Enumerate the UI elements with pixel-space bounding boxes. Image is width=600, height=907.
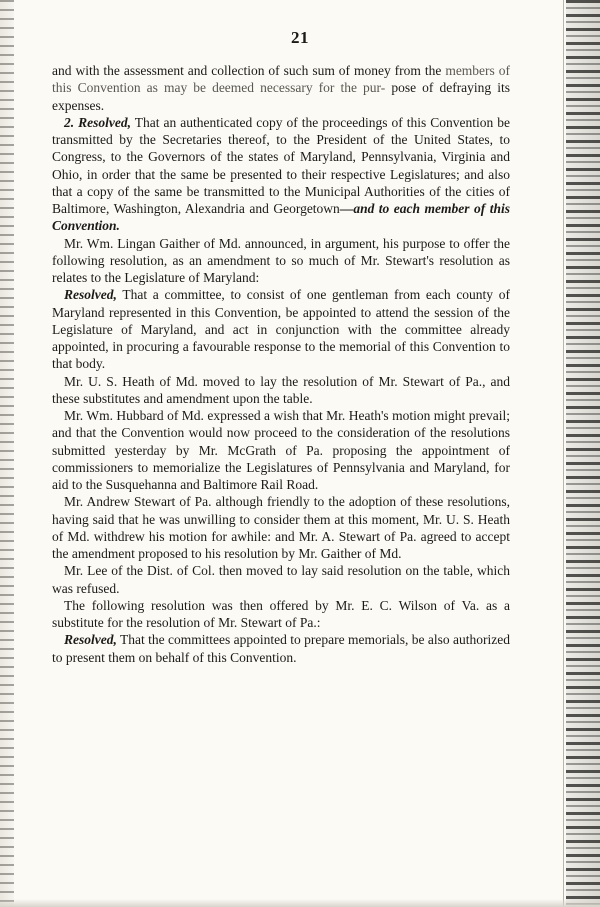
final-resolution-text: That the committees appointed to prepare memorials, be also authorized to present them on behalf of this Convention. — [52, 632, 510, 665]
resolved-label: Resolved, — [64, 632, 117, 648]
paragraph-lee-motion: Mr. Lee of the Dist. of Col. then moved to lay said resolution on the table, which was refused. — [52, 563, 510, 596]
committee-resolution-text: That a committee, to consist of one gentleman from each county of Maryland represented in this Convention, be appointed to attend the session of the Legislature of Maryland, and act in conjunction with the committee already appointed, in procuring a favourable response to the memorial of this Convention to that body. — [52, 287, 510, 372]
line-3: pose of defraying its expenses. — [52, 80, 511, 113]
page-number: 21 — [291, 28, 309, 47]
paragraph-heath-motion: Mr. U. S. Heath of Md. moved to lay the resolution of Mr. Stewart of Pa., and these substitutes and amendment upon the table. — [52, 373, 510, 406]
body-text — [52, 62, 510, 666]
paragraph-committee-resolution — [52, 286, 510, 372]
line-1: and with the assessment and collection of such sum of money from the — [52, 63, 442, 78]
resolution-2-text: That an authenticated copy of the proceedings of this Convention be transmitted by the Secretaries thereof, to the President of the United States, to Congress, to the Governors of the states of Maryland, Pennsylvania, Virginia and Ohio, in order that the same be presented to their respective Legislatures; and also that a copy of the same be transmitted to the Municipal Authorities of the cities of Baltimore, Washington, Alexandria and Georgetown — [52, 114, 510, 216]
line-2: members of this Convention as may be deemed necessary for the pur- — [52, 63, 510, 96]
paragraph-final-resolution — [52, 631, 510, 666]
paragraph-resolution-2 — [52, 114, 510, 235]
resolved-label: Resolved, — [64, 287, 117, 303]
page-edge-line — [563, 0, 564, 907]
resolved-label: 2. Resolved, — [64, 114, 131, 130]
paragraph-stewart-response: Mr. Andrew Stewart of Pa. although friendly to the adoption of these resolutions, having said that he was unwilling to consider them at this moment, Mr. U. S. Heath of Md. withdrew his motion for awhile: and Mr. A. Stewart of Pa. agreed to accept the amendment proposed to his resolution by Mr. Gaither of Md. — [52, 494, 510, 561]
paragraph-continued — [52, 62, 510, 114]
binding-edge-left — [0, 0, 14, 907]
page-bottom-edge — [0, 899, 600, 907]
binding-edge-right — [566, 0, 600, 907]
paragraph-wilson-substitute: The following resolution was then offered by Mr. E. C. Wilson of Va. as a substitute for the resolution of Mr. Stewart of Pa.: — [52, 597, 510, 630]
paragraph-gaither-announcement: Mr. Wm. Lingan Gaither of Md. announced, in argument, his purpose to offer the following resolution, as an amendment to so much of Mr. Stewart's resolution as relates to the Legislature of Maryland: — [52, 235, 510, 285]
resolution-2-tail: —and to each member of this Convention. — [52, 201, 511, 234]
paragraph-hubbard-wish: Mr. Wm. Hubbard of Md. expressed a wish that Mr. Heath's motion might prevail; and that the Convention would now proceed to the consideration of the resolutions submitted yesterday by Mr. McGrath of Pa. proposing the appointment of commissioners to memorialize the Legislatures of Pennsylvania and Maryland, for aid to the Susquehanna and Baltimore Rail Road. — [52, 408, 510, 492]
